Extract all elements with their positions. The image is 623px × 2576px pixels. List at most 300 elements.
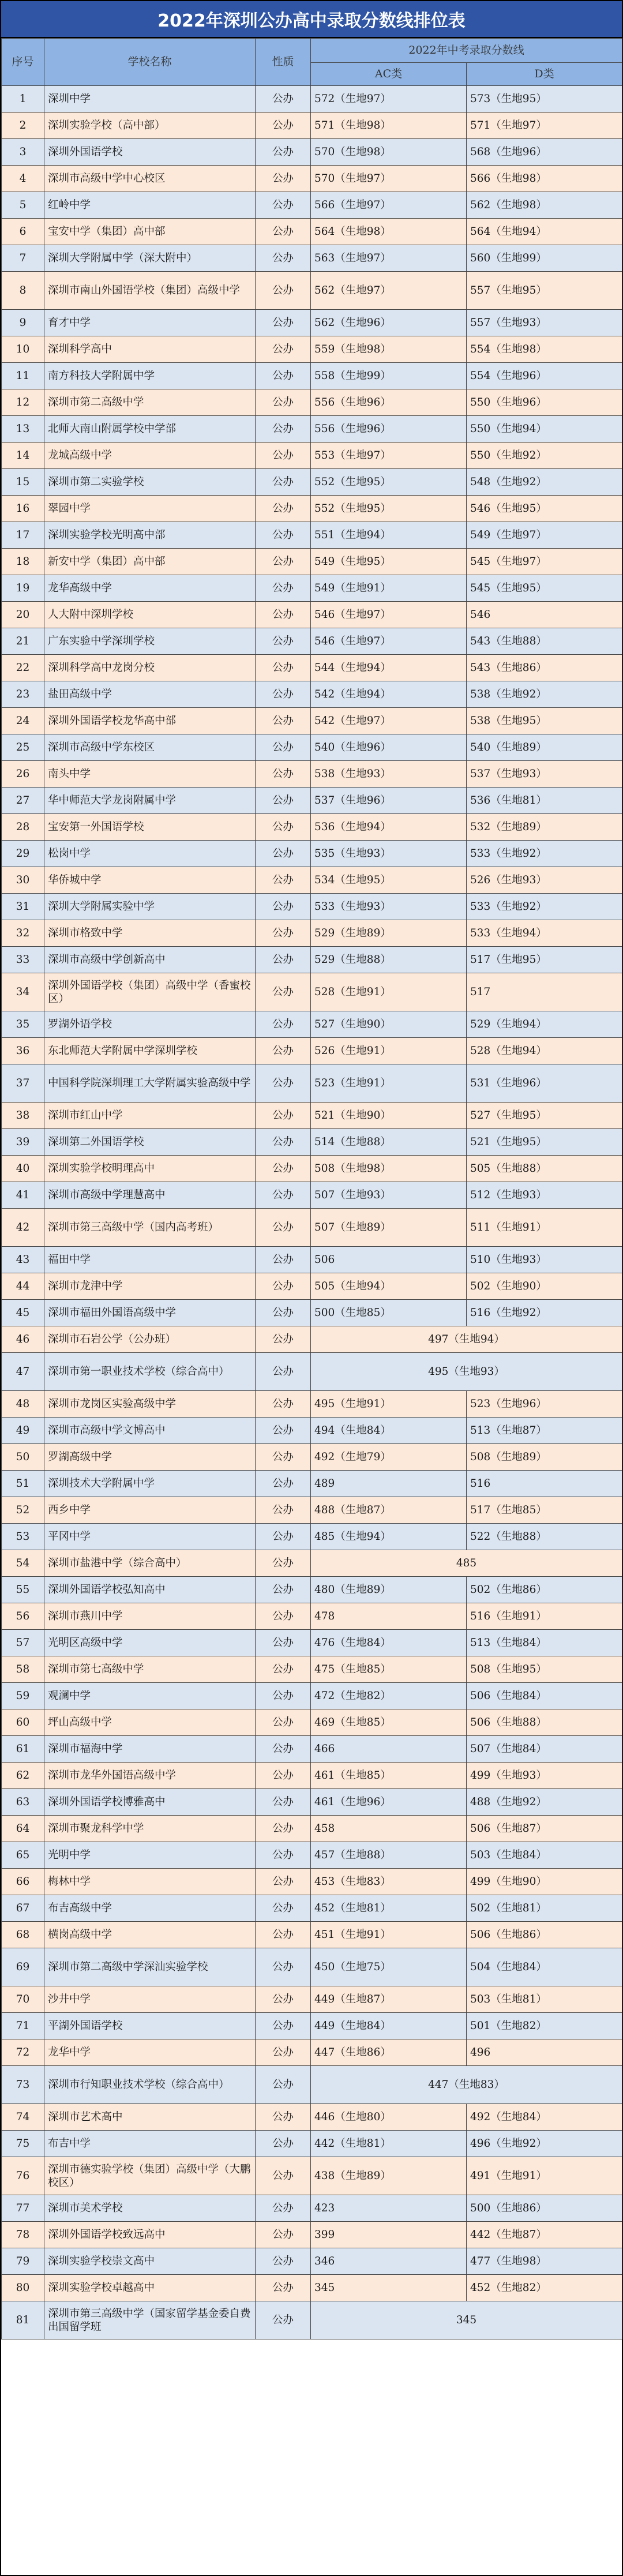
table-row — [2, 245, 622, 272]
score-ac: 472（生地82） — [311, 1683, 467, 1709]
table-row — [2, 1736, 622, 1763]
row-number: 41 — [2, 1182, 44, 1209]
school-type: 公办 — [256, 2131, 311, 2157]
table-row — [2, 1948, 622, 1986]
school-name: 深圳科学高中龙岗分校 — [44, 655, 256, 681]
school-type: 公办 — [256, 139, 311, 166]
score-d: 506（生地86） — [467, 1922, 622, 1948]
score-ac: 452（生地81） — [311, 1895, 467, 1922]
score-d: 550（生地92） — [467, 443, 622, 469]
table-row — [2, 549, 622, 575]
school-name: 观澜中学 — [44, 1683, 256, 1709]
score-d: 504（生地84） — [467, 1948, 622, 1986]
row-number: 25 — [2, 734, 44, 761]
school-type: 公办 — [256, 2195, 311, 2222]
school-type: 公办 — [256, 602, 311, 628]
row-number: 12 — [2, 389, 44, 416]
score-d: 502（生地81） — [467, 1895, 622, 1922]
school-type: 公办 — [256, 681, 311, 708]
school-name: 深圳外国语学校博雅高中 — [44, 1789, 256, 1816]
score-ac: 570（生地98） — [311, 139, 467, 166]
school-type: 公办 — [256, 1869, 311, 1895]
score-d: 501（生地82） — [467, 2013, 622, 2039]
row-number: 30 — [2, 867, 44, 894]
score-ac: 494（生地84） — [311, 1418, 467, 1444]
row-number: 6 — [2, 219, 44, 245]
school-name: 布吉中学 — [44, 2131, 256, 2157]
score-ac: 500（生地85） — [311, 1300, 467, 1326]
score-d: 517（生地95） — [467, 947, 622, 973]
score-ac: 478 — [311, 1603, 467, 1630]
school-type: 公办 — [256, 1736, 311, 1763]
row-number: 79 — [2, 2248, 44, 2275]
school-name: 深圳市南山外国语学校（集团）高级中学 — [44, 272, 256, 310]
school-name: 西乡中学 — [44, 1497, 256, 1524]
table-row — [2, 1550, 622, 1577]
school-type: 公办 — [256, 1273, 311, 1300]
school-name: 深圳市美术学校 — [44, 2195, 256, 2222]
row-number: 29 — [2, 841, 44, 867]
row-number: 32 — [2, 920, 44, 947]
score-ac: 469（生地85） — [311, 1709, 467, 1736]
school-type: 公办 — [256, 2157, 311, 2195]
school-name: 福田中学 — [44, 1247, 256, 1273]
row-number: 78 — [2, 2222, 44, 2248]
table-row — [2, 788, 622, 814]
school-type: 公办 — [256, 1895, 311, 1922]
table-row — [2, 2013, 622, 2039]
score-d: 491（生地91） — [467, 2157, 622, 2195]
score-ac: 457（生地88） — [311, 1842, 467, 1869]
score-d: 496 — [467, 2039, 622, 2066]
table-row — [2, 469, 622, 496]
score-ac: 551（生地94） — [311, 522, 467, 549]
row-number: 39 — [2, 1129, 44, 1156]
school-type: 公办 — [256, 1603, 311, 1630]
score-d: 513（生地84） — [467, 1630, 622, 1656]
row-number: 14 — [2, 443, 44, 469]
row-number: 64 — [2, 1816, 44, 1842]
school-name: 梅林中学 — [44, 1869, 256, 1895]
score-d: 549（生地97） — [467, 522, 622, 549]
score-d: 502（生地90） — [467, 1273, 622, 1300]
table-row — [2, 1842, 622, 1869]
table-row — [2, 2248, 622, 2275]
score-ac: 529（生地88） — [311, 947, 467, 973]
score-ac: 542（生地94） — [311, 681, 467, 708]
row-number: 27 — [2, 788, 44, 814]
school-type: 公办 — [256, 2222, 311, 2248]
table-row — [2, 1391, 622, 1418]
score-d: 503（生地84） — [467, 1842, 622, 1869]
table-row — [2, 1156, 622, 1182]
row-number: 55 — [2, 1577, 44, 1603]
score-ac: 562（生地96） — [311, 310, 467, 336]
table-row — [2, 2131, 622, 2157]
score-d: 537（生地93） — [467, 761, 622, 788]
score-d: 506（生地88） — [467, 1709, 622, 1736]
row-number: 69 — [2, 1948, 44, 1986]
table-row — [2, 761, 622, 788]
school-type: 公办 — [256, 867, 311, 894]
row-number: 19 — [2, 575, 44, 602]
table-row — [2, 219, 622, 245]
school-type: 公办 — [256, 814, 311, 841]
score-ac: 544（生地94） — [311, 655, 467, 681]
school-type: 公办 — [256, 245, 311, 272]
row-number: 15 — [2, 469, 44, 496]
table-row — [2, 2275, 622, 2301]
row-number: 72 — [2, 2039, 44, 2066]
score-ac: 526（生地91） — [311, 1038, 467, 1064]
table-row — [2, 443, 622, 469]
score-d: 566（生地98） — [467, 166, 622, 192]
row-number: 5 — [2, 192, 44, 219]
score-ac: 538（生地93） — [311, 761, 467, 788]
score-d: 571（生地97） — [467, 113, 622, 139]
school-name: 深圳市高级中学东校区 — [44, 734, 256, 761]
score-d: 545（生地95） — [467, 575, 622, 602]
school-name: 深圳大学附属实验中学 — [44, 894, 256, 920]
school-name: 广东实验中学深圳学校 — [44, 628, 256, 655]
score-ac: 559（生地98） — [311, 336, 467, 363]
school-name: 深圳市第二实验学校 — [44, 469, 256, 496]
school-name: 深圳市德实验学校（集团）高级中学（大鹏校区） — [44, 2157, 256, 2195]
score-merged: 345 — [311, 2301, 622, 2339]
school-type: 公办 — [256, 166, 311, 192]
score-d: 492（生地84） — [467, 2104, 622, 2131]
table-row — [2, 2039, 622, 2066]
score-d: 499（生地93） — [467, 1763, 622, 1789]
table-row — [2, 139, 622, 166]
score-d: 554（生地96） — [467, 363, 622, 389]
school-name: 深圳市高级中学文博高中 — [44, 1418, 256, 1444]
score-ac: 566（生地97） — [311, 192, 467, 219]
score-merged: 485 — [311, 1550, 622, 1577]
score-d: 545（生地97） — [467, 549, 622, 575]
table-row — [2, 2301, 622, 2339]
school-name: 新安中学（集团）高中部 — [44, 549, 256, 575]
score-d: 543（生地88） — [467, 628, 622, 655]
school-name: 南方科技大学附属中学 — [44, 363, 256, 389]
school-type: 公办 — [256, 1353, 311, 1391]
score-ac: 534（生地95） — [311, 867, 467, 894]
school-name: 松岗中学 — [44, 841, 256, 867]
school-type: 公办 — [256, 973, 311, 1011]
score-ac: 346 — [311, 2248, 467, 2275]
table-row — [2, 310, 622, 336]
score-d: 548（生地92） — [467, 469, 622, 496]
score-d: 496（生地92） — [467, 2131, 622, 2157]
school-type: 公办 — [256, 2104, 311, 2131]
row-number: 42 — [2, 1209, 44, 1247]
table-row — [2, 192, 622, 219]
school-name: 深圳市第七高级中学 — [44, 1656, 256, 1683]
score-d: 522（生地88） — [467, 1524, 622, 1550]
school-type: 公办 — [256, 2066, 311, 2104]
table-row — [2, 947, 622, 973]
school-name: 深圳实验学校明理高中 — [44, 1156, 256, 1182]
school-name: 深圳外国语学校弘知高中 — [44, 1577, 256, 1603]
school-name: 龙华中学 — [44, 2039, 256, 2066]
row-number: 2 — [2, 113, 44, 139]
school-name: 深圳外国语学校龙华高中部 — [44, 708, 256, 734]
score-ac: 505（生地94） — [311, 1273, 467, 1300]
score-d: 562（生地98） — [467, 192, 622, 219]
school-name: 罗湖高级中学 — [44, 1444, 256, 1471]
table-row — [2, 1789, 622, 1816]
row-number: 56 — [2, 1603, 44, 1630]
school-type: 公办 — [256, 1103, 311, 1129]
table-row — [2, 1353, 622, 1391]
row-number: 76 — [2, 2157, 44, 2195]
score-d: 512（生地93） — [467, 1182, 622, 1209]
row-number: 65 — [2, 1842, 44, 1869]
row-number: 34 — [2, 973, 44, 1011]
school-name: 深圳市第二高级中学 — [44, 389, 256, 416]
school-name: 华侨城中学 — [44, 867, 256, 894]
school-type: 公办 — [256, 336, 311, 363]
score-ac: 523（生地91） — [311, 1064, 467, 1103]
school-type: 公办 — [256, 1038, 311, 1064]
school-type: 公办 — [256, 947, 311, 973]
row-number: 58 — [2, 1656, 44, 1683]
school-name: 罗湖外语学校 — [44, 1011, 256, 1038]
school-name: 深圳市第三高级中学（国内高考班） — [44, 1209, 256, 1247]
school-type: 公办 — [256, 1418, 311, 1444]
table-row — [2, 1326, 622, 1353]
school-type: 公办 — [256, 655, 311, 681]
score-d: 502（生地86） — [467, 1577, 622, 1603]
row-number: 18 — [2, 549, 44, 575]
row-number: 80 — [2, 2275, 44, 2301]
table-row — [2, 1709, 622, 1736]
school-type: 公办 — [256, 113, 311, 139]
score-d: 560（生地99） — [467, 245, 622, 272]
score-d: 546（生地95） — [467, 496, 622, 522]
score-ac: 553（生地97） — [311, 443, 467, 469]
table-row — [2, 1577, 622, 1603]
school-name: 育才中学 — [44, 310, 256, 336]
school-type: 公办 — [256, 1247, 311, 1273]
row-number: 21 — [2, 628, 44, 655]
row-number: 77 — [2, 2195, 44, 2222]
table-title: 2022年深圳公办高中录取分数线排位表 — [1, 1, 622, 38]
school-name: 深圳实验学校光明高中部 — [44, 522, 256, 549]
score-d: 517（生地85） — [467, 1497, 622, 1524]
score-ac: 571（生地98） — [311, 113, 467, 139]
school-name: 深圳实验学校卓越高中 — [44, 2275, 256, 2301]
school-name: 深圳市红山中学 — [44, 1103, 256, 1129]
score-d: 506（生地87） — [467, 1816, 622, 1842]
score-ac: 552（生地95） — [311, 469, 467, 496]
score-ac: 535（生地93） — [311, 841, 467, 867]
row-number: 59 — [2, 1683, 44, 1709]
school-type: 公办 — [256, 1300, 311, 1326]
school-type: 公办 — [256, 2248, 311, 2275]
table-row — [2, 1103, 622, 1129]
score-ac: 453（生地83） — [311, 1869, 467, 1895]
score-ac: 508（生地98） — [311, 1156, 467, 1182]
row-number: 1 — [2, 86, 44, 113]
score-ac: 442（生地81） — [311, 2131, 467, 2157]
school-name: 深圳市福海中学 — [44, 1736, 256, 1763]
score-d: 533（生地92） — [467, 894, 622, 920]
row-number: 43 — [2, 1247, 44, 1273]
school-type: 公办 — [256, 389, 311, 416]
school-name: 东北师范大学附属中学深圳学校 — [44, 1038, 256, 1064]
school-name: 深圳市聚龙科学中学 — [44, 1816, 256, 1842]
school-name: 翠园中学 — [44, 496, 256, 522]
row-number: 81 — [2, 2301, 44, 2339]
school-type: 公办 — [256, 416, 311, 443]
score-ac: 537（生地96） — [311, 788, 467, 814]
school-type: 公办 — [256, 272, 311, 310]
score-ac: 556（生地96） — [311, 416, 467, 443]
row-number: 53 — [2, 1524, 44, 1550]
score-d: 536（生地81） — [467, 788, 622, 814]
school-name: 中国科学院深圳理工大学附属实验高级中学 — [44, 1064, 256, 1103]
row-number: 68 — [2, 1922, 44, 1948]
row-number: 44 — [2, 1273, 44, 1300]
school-name: 深圳市第三高级中学（国家留学基金委自费出国留学班 — [44, 2301, 256, 2339]
school-name: 深圳市福田外国语高级中学 — [44, 1300, 256, 1326]
row-number: 31 — [2, 894, 44, 920]
score-table — [1, 38, 622, 2339]
score-d: 540（生地89） — [467, 734, 622, 761]
score-ac: 536（生地94） — [311, 814, 467, 841]
school-name: 深圳外国语学校致远高中 — [44, 2222, 256, 2248]
school-type: 公办 — [256, 86, 311, 113]
school-type: 公办 — [256, 1948, 311, 1986]
school-type: 公办 — [256, 628, 311, 655]
school-name: 深圳市龙津中学 — [44, 1273, 256, 1300]
school-name: 深圳实验学校崇文高中 — [44, 2248, 256, 2275]
score-d: 488（生地92） — [467, 1789, 622, 1816]
score-d: 505（生地88） — [467, 1156, 622, 1182]
header-score-group: 2022年中考录取分数线 — [311, 39, 622, 63]
table-row — [2, 1497, 622, 1524]
school-type: 公办 — [256, 1497, 311, 1524]
table-row — [2, 734, 622, 761]
score-ac: 542（生地97） — [311, 708, 467, 734]
row-number: 20 — [2, 602, 44, 628]
table-row — [2, 2066, 622, 2104]
table-row — [2, 1630, 622, 1656]
score-ac: 488（生地87） — [311, 1497, 467, 1524]
school-type: 公办 — [256, 1683, 311, 1709]
table-row — [2, 2222, 622, 2248]
school-type: 公办 — [256, 1550, 311, 1577]
score-ac: 563（生地97） — [311, 245, 467, 272]
school-type: 公办 — [256, 708, 311, 734]
score-d: 516（生地92） — [467, 1300, 622, 1326]
table-row — [2, 1273, 622, 1300]
score-d: 506（生地84） — [467, 1683, 622, 1709]
row-number: 75 — [2, 2131, 44, 2157]
score-d: 529（生地94） — [467, 1011, 622, 1038]
score-d: 507（生地84） — [467, 1736, 622, 1763]
score-ac: 345 — [311, 2275, 467, 2301]
school-type: 公办 — [256, 1922, 311, 1948]
table-row — [2, 1763, 622, 1789]
school-name: 沙井中学 — [44, 1986, 256, 2013]
score-ac: 521（生地90） — [311, 1103, 467, 1129]
score-d: 499（生地90） — [467, 1869, 622, 1895]
school-name: 平湖外国语学校 — [44, 2013, 256, 2039]
school-type: 公办 — [256, 575, 311, 602]
table-row — [2, 1524, 622, 1550]
header-no: 序号 — [2, 39, 44, 86]
header-ac: AC类 — [311, 63, 467, 86]
school-type: 公办 — [256, 1789, 311, 1816]
school-name: 深圳市高级中学理慧高中 — [44, 1182, 256, 1209]
school-type: 公办 — [256, 1471, 311, 1497]
school-name: 深圳市行知职业技术学校（综合高中） — [44, 2066, 256, 2104]
table-row — [2, 86, 622, 113]
score-ac: 461（生地96） — [311, 1789, 467, 1816]
score-d: 452（生地82） — [467, 2275, 622, 2301]
table-row — [2, 1064, 622, 1103]
row-number: 50 — [2, 1444, 44, 1471]
row-number: 61 — [2, 1736, 44, 1763]
score-d: 521（生地95） — [467, 1129, 622, 1156]
school-type: 公办 — [256, 1391, 311, 1418]
row-number: 11 — [2, 363, 44, 389]
school-name: 深圳市石岩公学（公办班） — [44, 1326, 256, 1353]
header-school: 学校名称 — [44, 39, 256, 86]
score-ac: 507（生地93） — [311, 1182, 467, 1209]
school-type: 公办 — [256, 1011, 311, 1038]
score-d: 526（生地93） — [467, 867, 622, 894]
school-name: 北师大南山附属学校中学部 — [44, 416, 256, 443]
table-row — [2, 1300, 622, 1326]
score-d: 538（生地92） — [467, 681, 622, 708]
table-row — [2, 2195, 622, 2222]
row-number: 10 — [2, 336, 44, 363]
row-number: 49 — [2, 1418, 44, 1444]
school-type: 公办 — [256, 1524, 311, 1550]
school-type: 公办 — [256, 894, 311, 920]
score-ac: 556（生地96） — [311, 389, 467, 416]
table-row — [2, 2104, 622, 2131]
table-row — [2, 814, 622, 841]
table-row — [2, 416, 622, 443]
row-number: 48 — [2, 1391, 44, 1418]
row-number: 51 — [2, 1471, 44, 1497]
score-d: 508（生地95） — [467, 1656, 622, 1683]
score-ac: 552（生地95） — [311, 496, 467, 522]
row-number: 7 — [2, 245, 44, 272]
score-d: 550（生地96） — [467, 389, 622, 416]
row-number: 66 — [2, 1869, 44, 1895]
row-number: 13 — [2, 416, 44, 443]
score-d: 510（生地93） — [467, 1247, 622, 1273]
school-name: 宝安中学（集团）高中部 — [44, 219, 256, 245]
school-name: 光明中学 — [44, 1842, 256, 1869]
school-type: 公办 — [256, 1986, 311, 2013]
score-d: 508（生地89） — [467, 1444, 622, 1471]
school-name: 龙城高级中学 — [44, 443, 256, 469]
score-ac: 480（生地89） — [311, 1577, 467, 1603]
score-d: 516 — [467, 1471, 622, 1497]
school-name: 宝安第一外国语学校 — [44, 814, 256, 841]
score-ac: 495（生地91） — [311, 1391, 467, 1418]
table-row — [2, 1418, 622, 1444]
school-name: 深圳市盐港中学（综合高中） — [44, 1550, 256, 1577]
row-number: 40 — [2, 1156, 44, 1182]
table-row — [2, 1922, 622, 1948]
